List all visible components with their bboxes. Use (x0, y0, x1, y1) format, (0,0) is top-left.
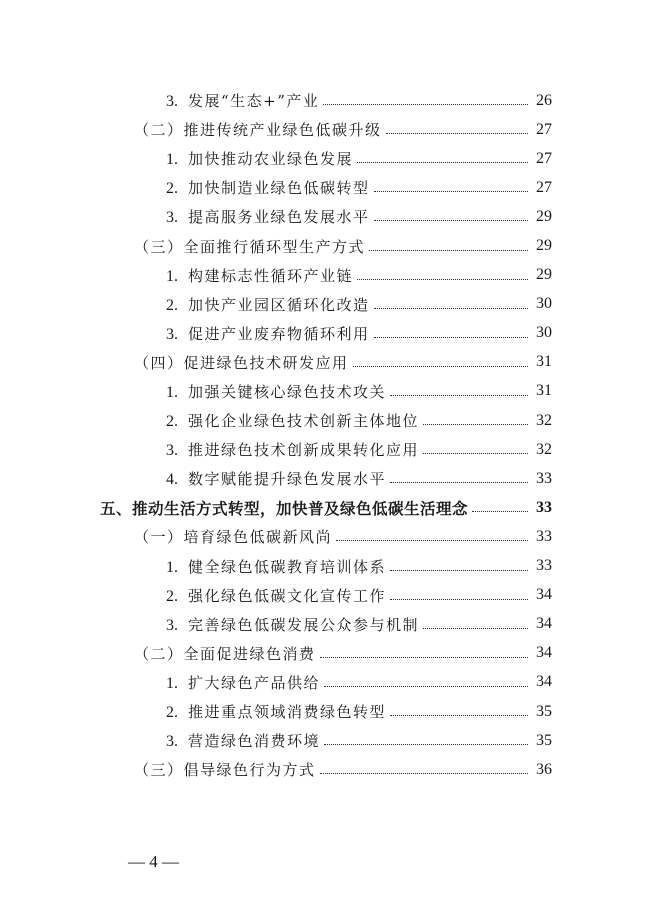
toc-entry-number: 2. (166, 587, 178, 605)
toc-entry-page: 34 (536, 673, 552, 691)
dot-leader (324, 686, 528, 687)
toc-entry-page: 32 (536, 440, 552, 458)
toc-entry[interactable] (0, 377, 650, 406)
toc-entry[interactable] (0, 464, 650, 493)
toc-entry-label (166, 323, 372, 344)
toc-entry-number: 1. (166, 383, 178, 401)
toc-entry-label (134, 352, 351, 373)
toc-entry[interactable] (0, 610, 650, 639)
dot-leader (320, 657, 528, 658)
toc-entry-number: 1. (166, 267, 178, 285)
toc-entry[interactable] (0, 173, 650, 202)
toc-entry[interactable] (0, 144, 650, 173)
toc-entry-page: 36 (536, 760, 552, 778)
table-of-contents (0, 86, 650, 784)
dot-leader (423, 628, 528, 629)
toc-entry-title: 加快制造业绿色低碳转型 (188, 179, 370, 198)
toc-entry[interactable] (0, 290, 650, 319)
toc-entry-number: 3. (166, 325, 178, 343)
toc-entry-page: 29 (536, 207, 552, 225)
toc-entry-page: 30 (536, 295, 552, 313)
toc-entry[interactable] (0, 581, 650, 610)
dot-leader (369, 250, 528, 251)
toc-entry-page: 33 (536, 498, 552, 516)
dot-leader (374, 308, 528, 309)
toc-entry-number: 3. (166, 442, 178, 460)
toc-entry[interactable] (0, 668, 650, 697)
dot-leader (374, 337, 528, 338)
toc-entry-label (134, 236, 367, 257)
toc-entry-label (166, 701, 388, 722)
toc-entry[interactable] (0, 86, 650, 115)
toc-entry[interactable] (0, 115, 650, 144)
toc-entry-title: （三）全面推行循环型生产方式 (134, 237, 366, 256)
toc-entry-page: 27 (536, 178, 552, 196)
dot-leader (390, 715, 528, 716)
toc-entry-title: （三）倡导绿色行为方式 (134, 761, 316, 780)
toc-entry-title: 扩大绿色产品供给 (188, 673, 321, 692)
toc-entry-title: （四）促进绿色技术研发应用 (134, 353, 349, 372)
toc-entry-label (166, 730, 322, 751)
toc-entry-page: 31 (536, 353, 552, 371)
toc-entry-label (166, 206, 372, 227)
dot-leader (386, 133, 528, 134)
toc-entry[interactable] (0, 348, 650, 377)
toc-entry-page: 33 (536, 527, 552, 545)
toc-entry-label (134, 119, 384, 140)
toc-entry-label (166, 148, 355, 169)
toc-entry-number: 2. (166, 180, 178, 198)
toc-entry-page: 35 (536, 731, 552, 749)
dot-leader (353, 366, 528, 367)
toc-entry-title: 营造绿色消费环境 (188, 732, 321, 751)
toc-entry[interactable] (0, 755, 650, 784)
toc-entry-page: 34 (536, 615, 552, 633)
toc-entry[interactable] (0, 202, 650, 231)
dot-leader (374, 220, 528, 221)
toc-entry[interactable] (0, 639, 650, 668)
toc-entry-number: 2. (166, 413, 178, 431)
toc-entry-number: 3. (166, 209, 178, 227)
toc-entry-title: 加快推动农业绿色发展 (188, 150, 354, 169)
toc-entry-number: 3. (166, 93, 178, 111)
toc-entry-number: 2. (166, 704, 178, 722)
dot-leader (336, 540, 528, 541)
toc-entry-title: 五、推动生活方式转型，加快普及绿色低碳生活理念 (100, 499, 469, 518)
toc-entry-label (166, 585, 388, 606)
toc-entry-title: 强化企业绿色技术创新主体地位 (188, 412, 420, 431)
dot-leader (390, 599, 528, 600)
toc-entry[interactable] (0, 726, 650, 755)
toc-entry-number: 4. (166, 471, 178, 489)
toc-entry-title: 完善绿色低碳发展公众参与机制 (188, 615, 420, 634)
toc-entry-label (166, 614, 421, 635)
toc-entry-page: 26 (536, 91, 552, 109)
toc-entry[interactable] (0, 435, 650, 464)
toc-entry-title: 加快产业园区循环化改造 (188, 295, 370, 314)
toc-entry-number: 1. (166, 558, 178, 576)
toc-entry-title: 健全绿色低碳教育培训体系 (188, 557, 387, 576)
toc-entry-title: （二）全面促进绿色消费 (134, 644, 316, 663)
toc-entry-number: 2. (166, 296, 178, 314)
toc-entry-page: 29 (536, 237, 552, 255)
toc-entry-title: 推进重点领域消费绿色转型 (188, 703, 387, 722)
toc-entry-label (166, 468, 388, 489)
toc-entry-title: 提高服务业绿色发展水平 (188, 208, 370, 227)
dot-leader (472, 511, 528, 512)
dot-leader (357, 279, 528, 280)
toc-entry-page: 33 (536, 469, 552, 487)
toc-entry[interactable] (0, 231, 650, 260)
toc-entry-title: 构建标志性循环产业链 (188, 266, 354, 285)
toc-entry-title: 促进产业废弃物循环利用 (188, 324, 370, 343)
toc-entry-label (166, 294, 372, 315)
toc-entry-title: 加强关键核心绿色技术攻关 (188, 382, 387, 401)
toc-entry-label (166, 90, 321, 111)
toc-entry[interactable] (0, 522, 650, 551)
toc-entry-number: 1. (166, 674, 178, 692)
toc-entry-label (166, 439, 421, 460)
dot-leader (357, 162, 528, 163)
toc-entry-page: 34 (536, 586, 552, 604)
toc-entry[interactable] (0, 319, 650, 348)
dot-leader (320, 773, 528, 774)
toc-entry-page: 27 (536, 149, 552, 167)
toc-entry-label (166, 177, 372, 198)
toc-entry-page: 32 (536, 411, 552, 429)
toc-entry-label (134, 643, 318, 664)
dot-leader (390, 570, 528, 571)
toc-entry[interactable] (0, 552, 650, 581)
dot-leader (324, 744, 528, 745)
dot-leader (374, 191, 528, 192)
toc-entry-label (166, 381, 388, 402)
page-number: — 4 — (128, 852, 179, 871)
toc-entry-page: 34 (536, 644, 552, 662)
toc-entry-number: 1. (166, 151, 178, 169)
dot-leader (390, 395, 528, 396)
dot-leader (390, 482, 528, 483)
toc-entry-page: 33 (536, 557, 552, 575)
toc-entry-title: （一）培育绿色低碳新风尚 (134, 528, 333, 547)
toc-entry-label (134, 526, 334, 547)
toc-entry-title: 数字赋能提升绿色发展水平 (188, 470, 387, 489)
toc-entry-title: 推进绿色技术创新成果转化应用 (188, 441, 420, 460)
toc-entry-page: 30 (536, 324, 552, 342)
toc-entry[interactable] (0, 493, 650, 522)
toc-entry-page: 29 (536, 266, 552, 284)
toc-entry-page: 31 (536, 382, 552, 400)
toc-entry-label (166, 556, 388, 577)
toc-entry[interactable] (0, 697, 650, 726)
toc-entry-label (166, 410, 421, 431)
toc-entry-label (166, 265, 355, 286)
toc-entry-label (166, 672, 322, 693)
dot-leader (323, 104, 528, 105)
toc-entry-label (100, 497, 470, 519)
dot-leader (423, 453, 528, 454)
dot-leader (423, 424, 528, 425)
toc-entry[interactable] (0, 261, 650, 290)
toc-entry-title: 发展“生态+”产业 (188, 92, 320, 111)
toc-entry-label (134, 759, 318, 780)
toc-entry-page: 27 (536, 120, 552, 138)
toc-entry-number: 3. (166, 616, 178, 634)
toc-entry-title: 强化绿色低碳文化宣传工作 (188, 586, 387, 605)
toc-entry-page: 35 (536, 702, 552, 720)
toc-entry-number: 3. (166, 733, 178, 751)
toc-entry-title: （二）推进传统产业绿色低碳升级 (134, 121, 382, 140)
toc-entry[interactable] (0, 406, 650, 435)
